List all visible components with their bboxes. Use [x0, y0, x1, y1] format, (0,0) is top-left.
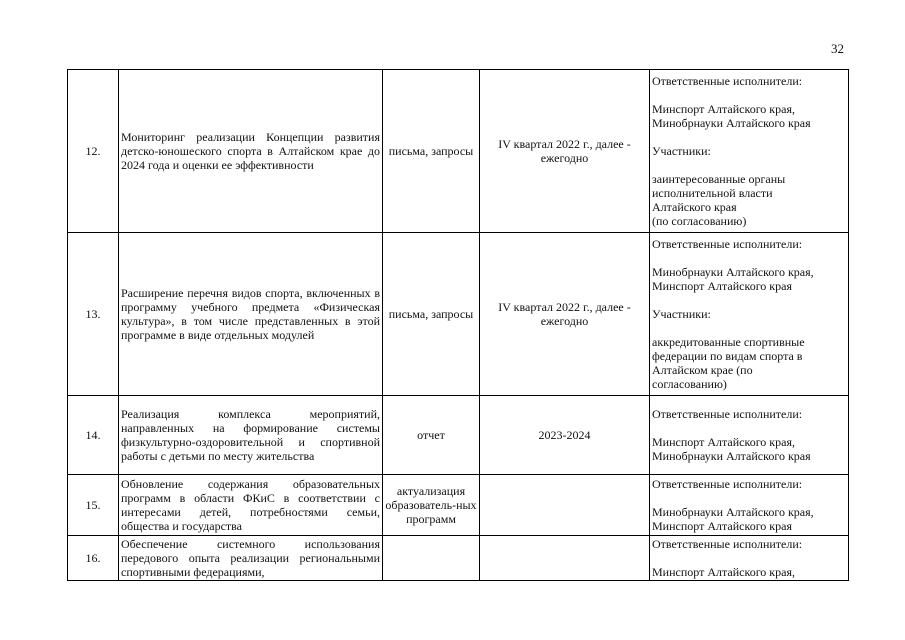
page-number: 32	[831, 41, 844, 56]
participant-line: Алтайском крае (по	[652, 363, 753, 377]
table-row	[68, 475, 849, 536]
responsible-executor: Минспорт Алтайского края,	[652, 565, 795, 579]
table-row	[68, 396, 849, 475]
responsible-executor: Минобрнауки Алтайского края	[652, 449, 811, 463]
participant-line: исполнительной власти	[652, 186, 773, 200]
participant-line: аккредитованные спортивные	[652, 335, 805, 349]
execution-term	[480, 475, 650, 536]
table-row	[68, 233, 849, 396]
participant-line: Алтайского края	[652, 200, 737, 214]
responsible-cell	[650, 396, 849, 475]
participants-heading: Участники:	[652, 144, 711, 158]
execution-term: 2023-2024	[480, 396, 650, 475]
participant-line: федерации по видам спорта в	[652, 349, 803, 363]
action-plan-table	[67, 69, 849, 581]
responsible-heading: Ответственные исполнители:	[652, 537, 803, 551]
participant-line: согласованию)	[652, 377, 727, 391]
responsible-cell	[650, 233, 849, 396]
responsible-executor: Минобрнауки Алтайского края	[652, 116, 811, 130]
responsible-heading: Ответственные исполнители:	[652, 477, 803, 491]
event-description: Реализация комплекса мероприятий, направленных на формирование системы физкультурно-оздоровительной и спортивной работы с детьми по месту жительства	[119, 396, 383, 475]
event-description: Обеспечение системного использования передового опыта реализации региональными спортивными федерациями,	[119, 536, 383, 581]
responsible-executor: Минспорт Алтайского края,	[652, 435, 795, 449]
responsible-executor: Минобрнауки Алтайского края,	[652, 265, 814, 279]
row-number: 16.	[68, 536, 119, 581]
result-form	[383, 536, 480, 581]
table-row	[68, 536, 849, 581]
execution-term: IV квартал 2022 г., далее - ежегодно	[480, 70, 650, 233]
participant-line: (по согласованию)	[652, 214, 747, 228]
responsible-executor: Минспорт Алтайского края	[652, 279, 792, 293]
event-description: Расширение перечня видов спорта, включенных в программу учебного предмета «Физическая культура», в том числе представленных в этой программе в виде отдельных модулей	[119, 233, 383, 396]
responsible-executor: Минспорт Алтайского края	[652, 519, 792, 533]
responsible-executor: Минспорт Алтайского края,	[652, 102, 795, 116]
participants-heading: Участники:	[652, 307, 711, 321]
responsible-cell	[650, 475, 849, 536]
responsible-heading: Ответственные исполнители:	[652, 74, 803, 88]
participant-line: заинтересованные органы	[652, 172, 786, 186]
execution-term: IV квартал 2022 г., далее - ежегодно	[480, 233, 650, 396]
row-number: 14.	[68, 396, 119, 475]
event-description: Обновление содержания образовательных программ в области ФКиС в соответствии с интересами детей, потребностями семьи, общества и государства	[119, 475, 383, 536]
event-description: Мониторинг реализации Концепции развития детско-юношеского спорта в Алтайском крае до 2024 года и оценки ее эффективности	[119, 70, 383, 233]
row-number: 12.	[68, 70, 119, 233]
result-form: отчет	[383, 396, 480, 475]
row-number: 15.	[68, 475, 119, 536]
responsible-cell	[650, 70, 849, 233]
row-number: 13.	[68, 233, 119, 396]
table-row	[68, 70, 849, 233]
responsible-executor: Минобрнауки Алтайского края,	[652, 505, 814, 519]
result-form: письма, запросы	[383, 233, 480, 396]
responsible-cell	[650, 536, 849, 581]
responsible-heading: Ответственные исполнители:	[652, 407, 803, 421]
execution-term	[480, 536, 650, 581]
result-form: актуализация образователь-ных программ	[383, 475, 480, 536]
result-form: письма, запросы	[383, 70, 480, 233]
responsible-heading: Ответственные исполнители:	[652, 237, 803, 251]
